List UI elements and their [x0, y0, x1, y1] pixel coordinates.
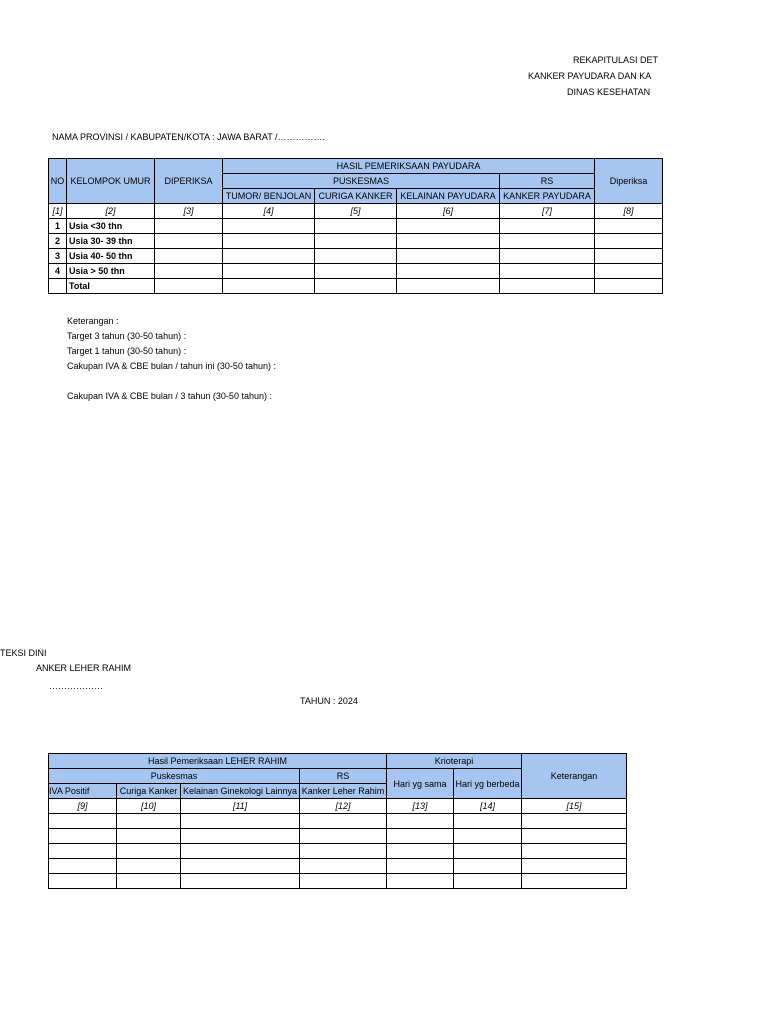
header-iva-positif: IVA Positif [49, 784, 117, 799]
data-cell [223, 264, 315, 279]
data-cell [155, 279, 223, 294]
data-cell [500, 249, 595, 264]
header-puskesmas: PUSKESMAS [223, 174, 500, 189]
header-kanker-payudara: KANKER PAYUDARA [500, 189, 595, 204]
header-diperiksa: DIPERIKSA [155, 159, 223, 204]
row-label: Usia 30- 39 thn [67, 234, 155, 249]
header-hari-sama: Hari yg sama [387, 769, 454, 799]
row-no: 2 [49, 234, 67, 249]
data-cell [500, 264, 595, 279]
table-row-total [49, 279, 663, 294]
data-cell [397, 219, 500, 234]
index-cell: [13] [387, 799, 454, 814]
notes-keterangan: Keterangan : [67, 316, 119, 326]
data-cell [397, 234, 500, 249]
row-label: Usia > 50 thn [67, 264, 155, 279]
index-cell: [4] [223, 204, 315, 219]
data-cell [223, 279, 315, 294]
report-title-2-line-3: ……………… [49, 681, 103, 691]
data-cell [315, 264, 397, 279]
index-cell: [12] [300, 799, 387, 814]
header-diperiksa-2: Diperiksa [595, 159, 663, 204]
data-cell [500, 219, 595, 234]
data-cell [315, 219, 397, 234]
index-cell: [11] [181, 799, 300, 814]
data-cell [315, 234, 397, 249]
index-cell: [15] [522, 799, 627, 814]
report-title-2-line-2: ANKER LEHER RAHIM [36, 663, 132, 673]
data-cell [595, 249, 663, 264]
index-cell: [2] [67, 204, 155, 219]
row-no: 1 [49, 219, 67, 234]
header-keterangan: Keterangan [522, 754, 627, 799]
data-cell [397, 264, 500, 279]
header-krioterapi: Krioterapi [387, 754, 522, 769]
index-cell: [1] [49, 204, 67, 219]
header-rs-2: RS [300, 769, 387, 784]
header-kanker-leher-rahim: Kanker Leher Rahim [300, 784, 387, 799]
data-cell [223, 234, 315, 249]
table-row [49, 264, 663, 279]
header-hasil-payudara: HASIL PEMERIKSAAN PAYUDARA [223, 159, 595, 174]
header-kelainan-ginekologi: Kelainan Ginekologi Lainnya [181, 784, 300, 799]
data-cell [397, 279, 500, 294]
index-cell: [14] [454, 799, 522, 814]
data-cell [595, 234, 663, 249]
row-no: 3 [49, 249, 67, 264]
data-cell [500, 234, 595, 249]
report-title-line-3: DINAS KESEHATAN [567, 87, 651, 97]
report-title-line-2: KANKER PAYUDARA DAN KA [528, 71, 652, 81]
header-tumor: TUMOR/ BENJOLAN [223, 189, 315, 204]
data-cell [155, 264, 223, 279]
report-title-2-line-1: TEKSI DINI [0, 648, 47, 658]
header-hasil-leher-rahim: Hasil Pemeriksaan LEHER RAHIM [49, 754, 387, 769]
table-row [49, 844, 627, 859]
data-cell [155, 234, 223, 249]
index-cell: [8] [595, 204, 663, 219]
notes-cakupan-3-tahun: Cakupan IVA & CBE bulan / 3 tahun (30-50 tahun) : [67, 391, 272, 401]
data-cell [155, 219, 223, 234]
data-cell [595, 219, 663, 234]
header-curiga-kanker-2: Curiga Kanker [117, 784, 181, 799]
header-hari-berbeda: Hari yg berbeda [454, 769, 522, 799]
row-label: Usia 40- 50 thn [67, 249, 155, 264]
data-cell [315, 249, 397, 264]
data-cell [315, 279, 397, 294]
row-label: Total [67, 279, 155, 294]
data-cell [397, 249, 500, 264]
row-no: 4 [49, 264, 67, 279]
row-no [49, 279, 67, 294]
index-cell: [3] [155, 204, 223, 219]
data-cell [155, 249, 223, 264]
province-line: NAMA PROVINSI / KABUPATEN/KOTA : JAWA BARAT /……………. [52, 132, 326, 142]
header-rs: RS [500, 174, 595, 189]
table-row [49, 249, 663, 264]
report-title-line-1: REKAPITULASI DET [573, 55, 659, 65]
data-cell [223, 219, 315, 234]
table-row [49, 814, 627, 829]
index-cell: [5] [315, 204, 397, 219]
header-puskesmas-2: Puskesmas [49, 769, 300, 784]
notes-target-3: Target 3 tahun (30-50 tahun) : [67, 331, 187, 341]
index-cell: [6] [397, 204, 500, 219]
index-cell: [7] [500, 204, 595, 219]
header-curiga-kanker: CURIGA KANKER [315, 189, 397, 204]
table-row [49, 874, 627, 889]
cervix-exam-table [48, 753, 627, 889]
tahun-label: TAHUN : 2024 [300, 696, 358, 706]
data-cell [595, 279, 663, 294]
header-kelainan: KELAINAN PAYUDARA [397, 189, 500, 204]
data-cell [223, 249, 315, 264]
table-row [49, 219, 663, 234]
header-no: NO [49, 159, 67, 204]
data-cell [595, 264, 663, 279]
index-cell: [9] [49, 799, 117, 814]
notes-target-1: Target 1 tahun (30-50 tahun) : [67, 346, 187, 356]
table-row [49, 234, 663, 249]
breast-exam-table [48, 158, 663, 294]
header-kelompok-umur: KELOMPOK UMUR [67, 159, 155, 204]
index-cell: [10] [117, 799, 181, 814]
notes-cakupan-tahun: Cakupan IVA & CBE bulan / tahun ini (30-50 tahun) : [67, 361, 276, 371]
row-label: Usia <30 thn [67, 219, 155, 234]
table-row [49, 859, 627, 874]
data-cell [500, 279, 595, 294]
table-row [49, 829, 627, 844]
